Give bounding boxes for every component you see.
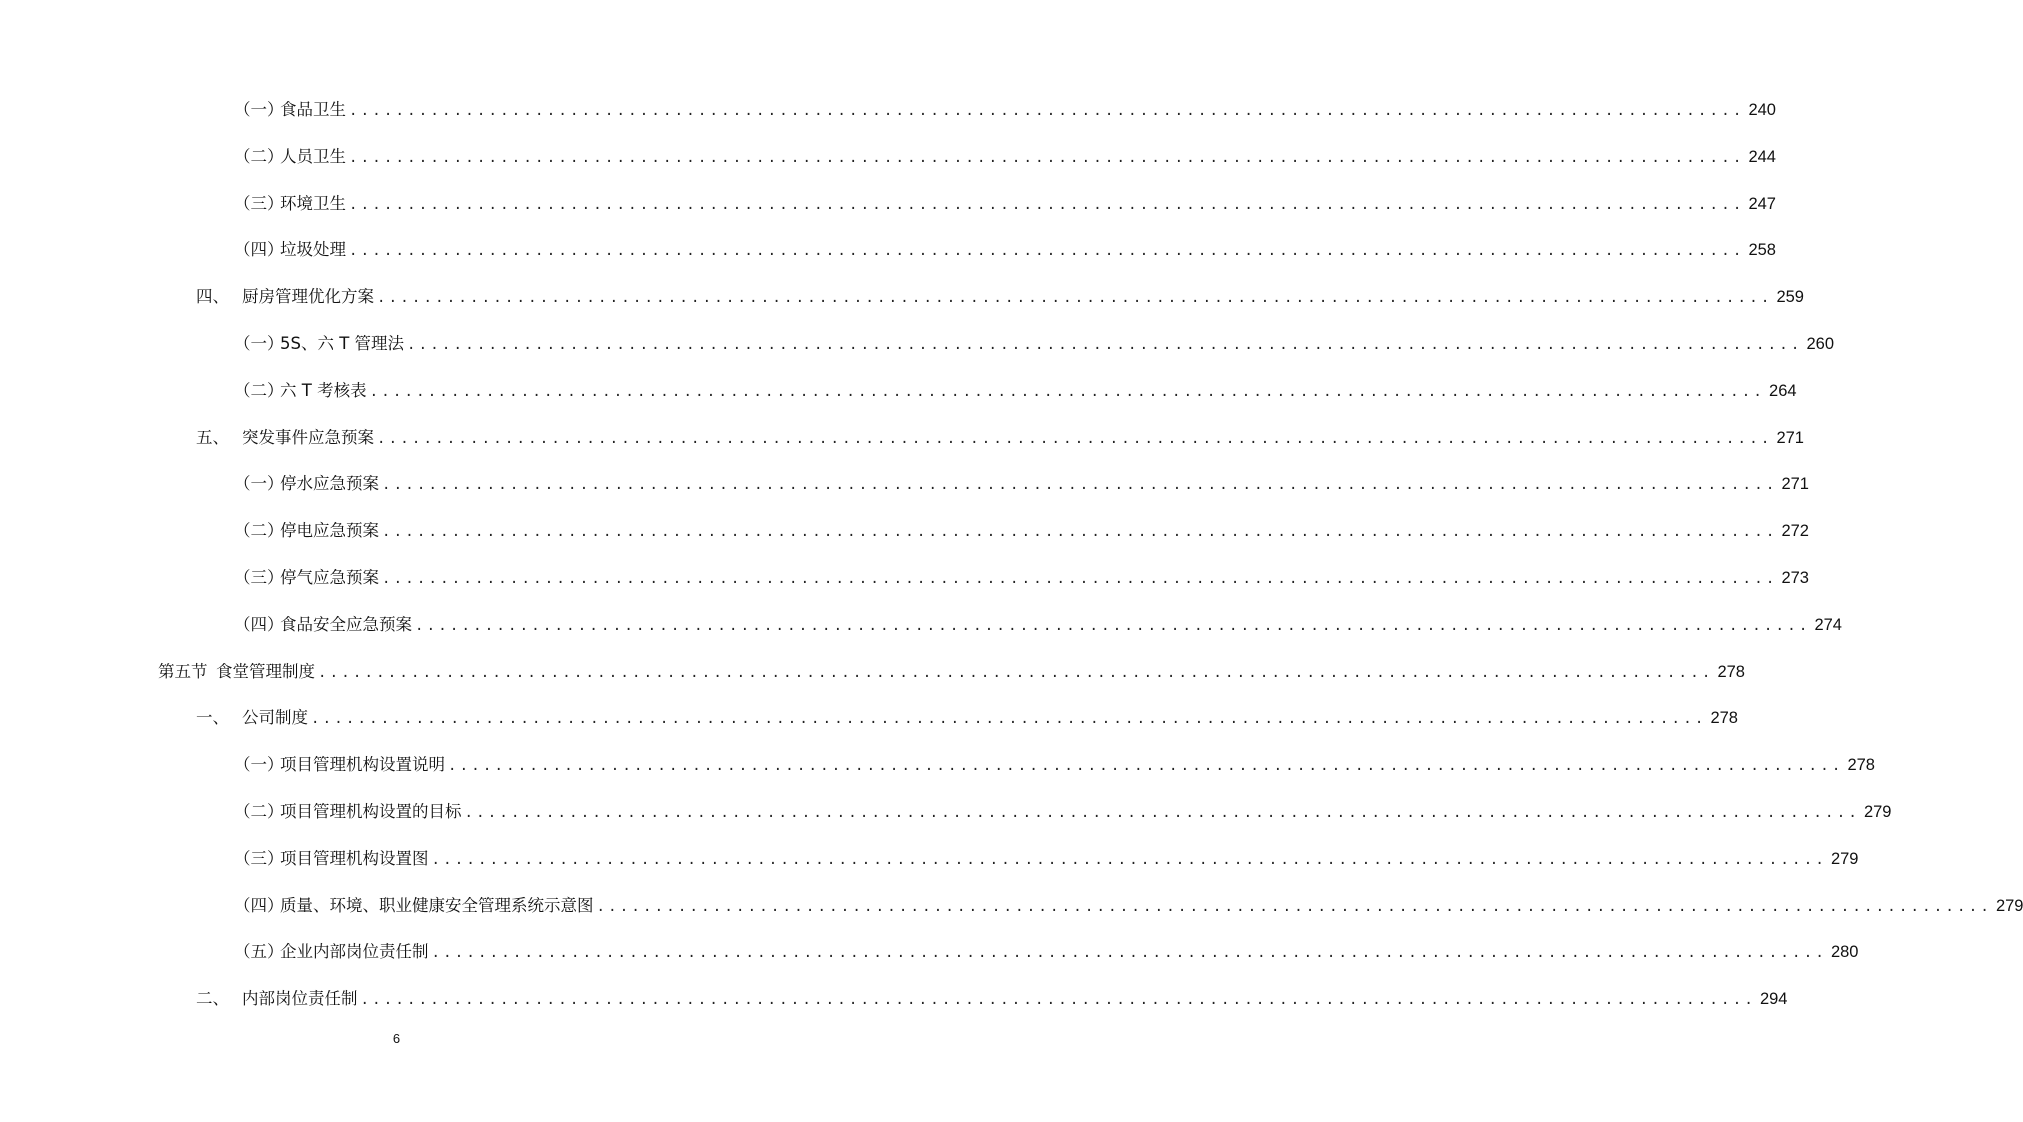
toc-entry-title: 环境卫生 xyxy=(280,193,346,213)
toc-leader-dots: ........................................................................................................................ xyxy=(311,711,1707,728)
toc-entry-page: 274 xyxy=(1814,615,1842,634)
toc-entry-number: （三） xyxy=(234,848,284,868)
toc-entry-page: 260 xyxy=(1806,334,1835,353)
toc-entry[interactable] xyxy=(0,365,1797,412)
toc-entry-number: 一、 xyxy=(196,708,229,728)
toc-entry-number: （一） xyxy=(234,333,284,353)
toc-entry[interactable] xyxy=(0,318,1835,365)
toc-leader-dots: ........................................................................................................................ xyxy=(318,664,1714,681)
toc-leader-dots: ........................................................................................................................ xyxy=(431,851,1827,868)
toc-entry[interactable] xyxy=(0,599,1842,646)
toc-entry-number: （二） xyxy=(234,146,284,166)
toc-entry-title: 质量、环境、职业健康安全管理系统示意图 xyxy=(280,895,594,915)
toc-entry-title: 停气应急预案 xyxy=(280,567,379,587)
toc-entry-line xyxy=(196,704,1738,728)
toc-entry-number: （一） xyxy=(234,474,284,494)
toc-entry-line xyxy=(234,611,1842,635)
toc-entry-page: 271 xyxy=(1781,475,1809,494)
toc-entry-number: （二） xyxy=(234,521,284,541)
toc-entry-line xyxy=(234,236,1776,260)
toc-entry-line xyxy=(234,564,1809,588)
toc-entry-line xyxy=(234,938,1859,962)
toc-entry-page: 279 xyxy=(1830,849,1859,868)
toc-entry-number: （二） xyxy=(234,801,284,821)
toc-entry-title: 公司制度 xyxy=(242,708,308,728)
toc-entry-number: 二、 xyxy=(196,989,229,1009)
toc-entry[interactable] xyxy=(0,646,1745,693)
toc-entry[interactable] xyxy=(0,458,1809,505)
toc-entry-line xyxy=(234,377,1797,401)
toc-entry-title: 企业内部岗位责任制 xyxy=(280,942,429,962)
toc-entry-page: 240 xyxy=(1748,101,1776,119)
toc-entry-number: 第五节 xyxy=(158,661,208,681)
toc-leader-dots: ........................................................................................................................ xyxy=(407,336,1803,353)
toc-leader-dots: ........................................................................................................................ xyxy=(431,945,1827,962)
toc-entry-number: （四） xyxy=(234,614,284,634)
toc-entry-line xyxy=(234,190,1776,214)
toc-entry-line xyxy=(196,283,1804,307)
toc-leader-dots: ........................................................................................................................ xyxy=(369,383,1766,400)
toc-entry-line xyxy=(234,751,1875,775)
toc-entry-page: 264 xyxy=(1769,381,1797,400)
toc-entry-number: （三） xyxy=(234,567,284,587)
toc-entry-title: 人员卫生 xyxy=(280,146,346,166)
toc-entry-line xyxy=(234,470,1809,494)
toc-entry-title: 停电应急预案 xyxy=(280,521,379,541)
toc-entry-line xyxy=(234,143,1776,167)
toc-entry-line xyxy=(234,798,1892,822)
toc-entry-page: 273 xyxy=(1781,568,1809,587)
toc-entry-line xyxy=(234,330,1835,354)
toc-entry-title: 突发事件应急预案 xyxy=(242,427,374,447)
toc-entry[interactable] xyxy=(0,271,1804,318)
page-number: 6 xyxy=(392,1031,401,1046)
toc-leader-dots: ........................................................................................................................ xyxy=(349,196,1745,213)
toc-entry-line xyxy=(234,96,1776,120)
toc-leader-dots: ........................................................................................................................ xyxy=(415,617,1811,634)
toc-entry-page: 279 xyxy=(1995,896,2023,915)
toc-entry-page: 278 xyxy=(1710,709,1738,728)
toc-entry-number: 五、 xyxy=(196,427,229,447)
toc-entry-number: 四、 xyxy=(196,287,229,307)
toc-entry-page: 294 xyxy=(1759,990,1788,1009)
toc-leader-dots: ........................................................................................................................ xyxy=(349,243,1745,260)
toc-leader-dots: ........................................................................................................................ xyxy=(377,290,1773,307)
toc-entry-title: 5S、六 T 管理法 xyxy=(280,333,405,353)
toc-entry[interactable] xyxy=(0,692,1738,739)
toc-entry[interactable] xyxy=(0,926,1859,973)
toc-entry-page: 258 xyxy=(1748,241,1776,260)
toc-leader-dots: ........................................................................................................................ xyxy=(464,804,1860,821)
toc-entry-number: （三） xyxy=(234,193,284,213)
toc-leader-dots: ........................................................................................................................ xyxy=(382,477,1778,494)
toc-leader-dots: ........................................................................................................................ xyxy=(382,570,1778,587)
toc-entry[interactable] xyxy=(0,84,1776,131)
toc-leader-dots: ........................................................................................................................ xyxy=(448,758,1844,775)
toc-entry-title: 六 T 考核表 xyxy=(280,380,367,400)
toc-entry-number: （五） xyxy=(234,942,284,962)
toc-entry-page: 278 xyxy=(1847,756,1875,775)
toc-entry-page: 244 xyxy=(1748,147,1776,166)
toc-leader-dots: ........................................................................................................................ xyxy=(349,103,1745,119)
toc-entry-number: （一） xyxy=(234,100,284,119)
toc-entry[interactable] xyxy=(0,739,1875,786)
toc-entry-page: 259 xyxy=(1776,288,1804,307)
toc-entry[interactable] xyxy=(0,973,1788,1020)
toc-entry[interactable] xyxy=(0,505,1809,552)
toc-entry-title: 垃圾处理 xyxy=(280,240,346,260)
toc-entry[interactable] xyxy=(0,224,1776,271)
toc-entry[interactable] xyxy=(0,552,1809,599)
toc-entry-number: （二） xyxy=(234,380,284,400)
toc-leader-dots: ........................................................................................................................ xyxy=(382,524,1778,541)
toc-entry[interactable] xyxy=(0,131,1776,178)
toc-entry-title: 内部岗位责任制 xyxy=(242,989,358,1009)
toc-leader-dots: ........................................................................................................................ xyxy=(349,149,1745,166)
toc-entry-line xyxy=(234,845,1859,869)
toc-entry-number: （四） xyxy=(234,895,284,915)
toc-entry-line xyxy=(196,985,1788,1009)
toc-entry[interactable] xyxy=(0,833,1859,880)
toc-entry[interactable] xyxy=(0,412,1804,459)
table-of-contents xyxy=(0,84,2023,1020)
toc-entry-title: 停水应急预案 xyxy=(280,474,379,494)
toc-entry-title: 食品卫生 xyxy=(280,100,346,119)
toc-entry-line xyxy=(196,424,1804,448)
toc-entry-page: 247 xyxy=(1748,194,1776,213)
toc-entry-number: （一） xyxy=(234,755,284,775)
toc-entry-page: 271 xyxy=(1776,428,1804,447)
toc-entry-title: 项目管理机构设置的目标 xyxy=(280,801,462,821)
toc-entry[interactable] xyxy=(0,786,1892,833)
toc-entry-line xyxy=(234,517,1809,541)
toc-leader-dots: ........................................................................................................................ xyxy=(377,430,1773,447)
toc-entry-page: 272 xyxy=(1781,522,1809,541)
toc-entry-page: 278 xyxy=(1717,662,1745,681)
toc-entry-title: 食品安全应急预案 xyxy=(280,614,412,634)
toc-entry-line xyxy=(234,892,2023,916)
toc-entry[interactable] xyxy=(0,880,2023,927)
toc-entry-title: 项目管理机构设置图 xyxy=(280,848,429,868)
toc-entry-title: 项目管理机构设置说明 xyxy=(280,755,445,775)
toc-entry-page: 280 xyxy=(1830,943,1859,962)
toc-leader-dots: ........................................................................................................................ xyxy=(596,898,1992,915)
toc-entry-number: （四） xyxy=(234,240,284,260)
toc-entry[interactable] xyxy=(0,178,1776,225)
toc-entry-title: 厨房管理优化方案 xyxy=(242,287,374,307)
toc-entry-line xyxy=(158,658,1745,682)
toc-entry-page: 279 xyxy=(1863,802,1892,821)
toc-leader-dots: ........................................................................................................................ xyxy=(360,992,1756,1009)
toc-entry-title: 食堂管理制度 xyxy=(216,661,315,681)
